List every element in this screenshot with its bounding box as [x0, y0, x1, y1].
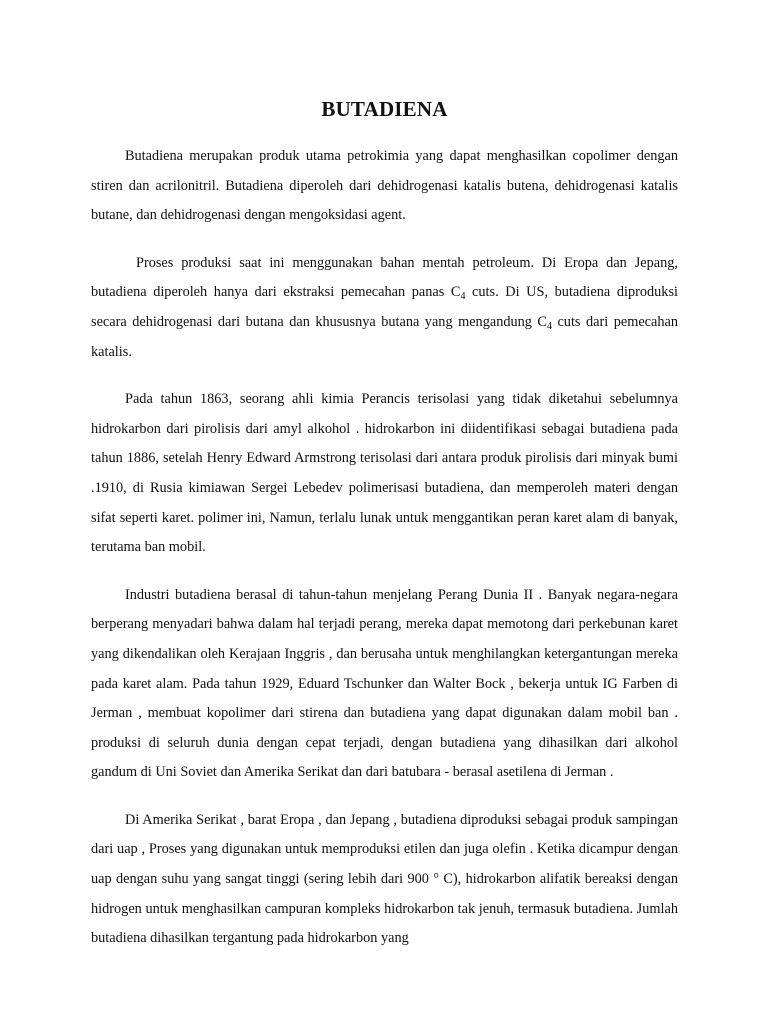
paragraph-2-text-1: Proses produksi saat ini menggunakan bahan mentah petroleum. Di Eropa dan Jepang, butadiena diperoleh hanya dari ekstraksi pemecahan panas C: [91, 254, 678, 301]
paragraph-2: [91, 249, 678, 367]
paragraph-1: [91, 142, 678, 231]
paragraph-2-text-3: cuts dari pemecahan katalis.: [91, 313, 678, 360]
paragraph-3-text: Pada tahun 1863, seorang ahli kimia Perancis terisolasi yang tidak diketahui sebelumnya hidrokarbon dari pirolisis dari amyl alkohol . hidrokarbon ini diidentifikasi sebagai butadiena pada tahun 1886, setelah Henry Edward Armstrong terisolasi dari antara produk pirolisis dari minyak bumi .1910, di Rusia kimiawan Sergei Lebedev polimerisasi butadiena, dan memperoleh materi dengan sifat seperti karet. polimer ini, Namun, terlalu lunak untuk menggantikan peran karet alam di banyak, terutama ban mobil.: [91, 391, 678, 556]
paragraph-4-text: Industri butadiena berasal di tahun-tahun menjelang Perang Dunia II . Banyak negara-negara berperang menyadari bahwa dalam hal terjadi perang, mereka dapat memotong dari perkebunan karet yang dikendalikan oleh Kerajaan Inggris , dan berusaha untuk menghilangkan ketergantungan mereka pada karet alam. Pada tahun 1929, Eduard Tschunker dan Walter Bock , bekerja untuk IG Farben di Jerman , membuat kopolimer dari stirena dan butadiena yang dapat digunakan dalam mobil ban . produksi di seluruh dunia dengan cepat terjadi, dengan butadiena yang dihasilkan dari alkohol gandum di Uni Soviet dan Amerika Serikat dan dari batubara - berasal asetilena di Jerman .: [91, 586, 678, 781]
subscript-4: 4: [546, 320, 552, 332]
paragraph-4: [91, 581, 678, 788]
paragraph-5: [91, 806, 678, 954]
subscript-4: 4: [460, 291, 466, 303]
paragraph-2-text-2: cuts. Di US, butadiena diproduksi secara dehidrogenasi dari butana dan khususnya butana yang mengandung C: [91, 284, 678, 330]
paragraph-1-text: Butadiena merupakan produk utama petrokimia yang dapat menghasilkan copolimer dengan stiren dan acrilonitril. Butadiena diperoleh dari dehidrogenasi katalis butena, dehidrogenasi katalis butane, dan dehidrogenasi dengan mengoksidasi agent.: [91, 148, 678, 224]
document-page: [91, 92, 678, 972]
paragraph-5-text: Di Amerika Serikat , barat Eropa , dan Jepang , butadiena diproduksi sebagai produk sampingan dari uap , Proses yang digunakan untuk memproduksi etilen dan juga olefin . Ketika dicampur dengan uap dengan suhu yang sangat tinggi (sering lebih dari 900 ° C), hidrokarbon alifatik bereaksi dengan hidrogen untuk menghasilkan campuran kompleks hidrokarbon tak jenuh, termasuk butadiena. Jumlah butadiena dihasilkan tergantung pada hidrokarbon yang: [91, 811, 678, 947]
paragraph-3: [91, 385, 678, 563]
document-title: BUTADIENA: [321, 97, 448, 121]
